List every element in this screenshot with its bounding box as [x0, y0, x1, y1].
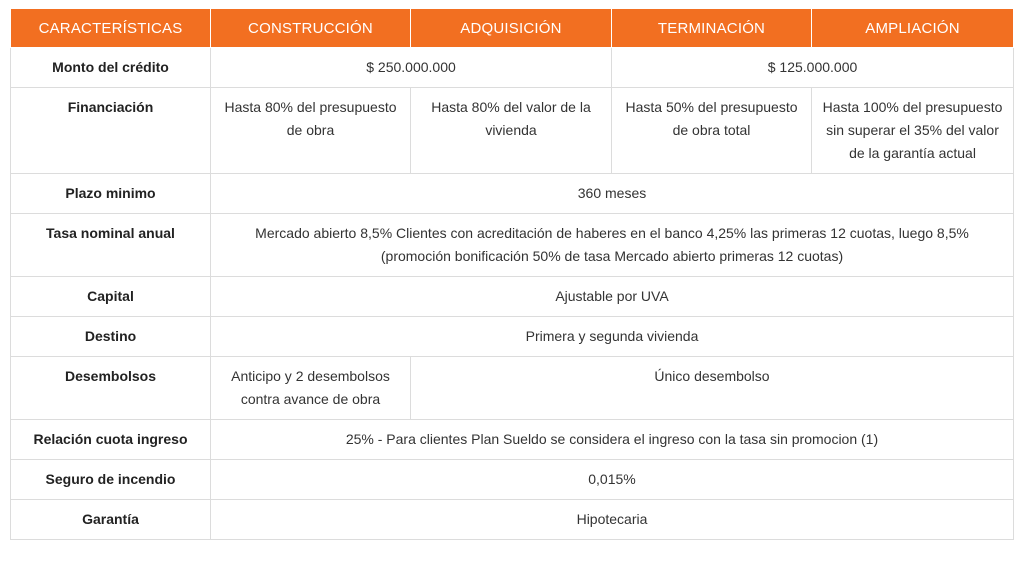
header-terminacion: TERMINACIÓN: [612, 9, 812, 48]
credit-features-table-container: [10, 8, 1013, 540]
row-label-plazo: Plazo minimo: [11, 174, 211, 214]
header-adquisicion: ADQUISICIÓN: [411, 9, 612, 48]
row-label-capital: Capital: [11, 277, 211, 317]
relacion-value: 25% - Para clientes Plan Sueldo se considera el ingreso con la tasa sin promocion (1): [211, 420, 1014, 460]
financiacion-adquisicion: Hasta 80% del valor de la vivienda: [411, 88, 612, 174]
header-ampliacion: AMPLIACIÓN: [812, 9, 1014, 48]
header-caracteristicas: CARACTERÍSTICAS: [11, 9, 211, 48]
table-row-relacion: [11, 420, 1014, 460]
tasa-value: Mercado abierto 8,5% Clientes con acreditación de haberes en el banco 4,25% las primeras 12 cuotas, luego 8,5% (promoción bonificación 50% de tasa Mercado abierto primeras 12 cuotas): [211, 214, 1014, 277]
row-label-desembolsos: Desembolsos: [11, 357, 211, 420]
financiacion-ampliacion: Hasta 100% del presupuesto sin superar el 35% del valor de la garantía actual: [812, 88, 1014, 174]
seguro-value: 0,015%: [211, 460, 1014, 500]
desembolsos-resto: Único desembolso: [411, 357, 1014, 420]
row-label-financiacion: Financiación: [11, 88, 211, 174]
monto-terminacion-ampliacion: $ 125.000.000: [612, 48, 1014, 88]
row-label-destino: Destino: [11, 317, 211, 357]
table-row-tasa: [11, 214, 1014, 277]
row-label-seguro: Seguro de incendio: [11, 460, 211, 500]
table-row-garantia: [11, 500, 1014, 540]
table-row-plazo: [11, 174, 1014, 214]
row-label-garantia: Garantía: [11, 500, 211, 540]
credit-features-table: [10, 8, 1014, 540]
row-label-tasa: Tasa nominal anual: [11, 214, 211, 277]
plazo-value: 360 meses: [211, 174, 1014, 214]
table-row-destino: [11, 317, 1014, 357]
table-row-desembolsos: [11, 357, 1014, 420]
row-label-relacion: Relación cuota ingreso: [11, 420, 211, 460]
financiacion-terminacion: Hasta 50% del presupuesto de obra total: [612, 88, 812, 174]
row-label-monto: Monto del crédito: [11, 48, 211, 88]
garantia-value: Hipotecaria: [211, 500, 1014, 540]
capital-value: Ajustable por UVA: [211, 277, 1014, 317]
table-header-row: [11, 9, 1014, 48]
table-row-capital: [11, 277, 1014, 317]
desembolsos-construccion: Anticipo y 2 desembolsos contra avance de obra: [211, 357, 411, 420]
financiacion-construccion: Hasta 80% del presupuesto de obra: [211, 88, 411, 174]
table-row-financiacion: [11, 88, 1014, 174]
destino-value: Primera y segunda vivienda: [211, 317, 1014, 357]
table-row-seguro: [11, 460, 1014, 500]
table-row-monto: [11, 48, 1014, 88]
header-construccion: CONSTRUCCIÓN: [211, 9, 411, 48]
monto-construccion-adquisicion: $ 250.000.000: [211, 48, 612, 88]
